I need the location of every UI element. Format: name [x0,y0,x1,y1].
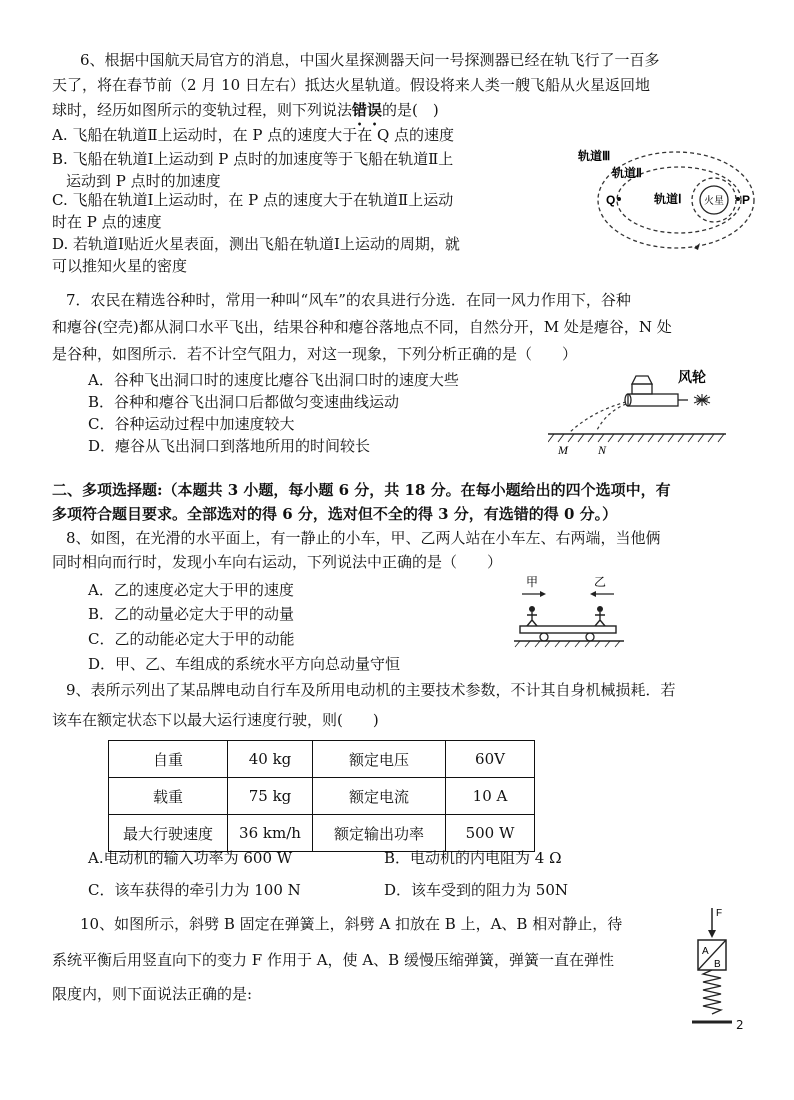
q10-label-a: A [702,946,709,957]
q7-label-m: M [558,443,568,457]
table-cell: 10 A [446,778,535,815]
q10-stem-line3: 限度内，则下面说法正确的是: [52,985,253,1003]
q6-label-q: Q [606,193,616,207]
q7-stem-line1: 7．农民在精选谷种时，常用一种叫“风车”的农具进行分选．在同一风力作用下，谷种 [66,291,631,309]
q9-option-a: A.电动机的输入功率为 600 W [88,849,293,867]
q8-cart-figure [514,574,630,660]
table-cell: 额定输出功率 [313,815,446,852]
page-number: 2 [736,1018,744,1032]
q6-option-c-line2: 时在 P 点的速度 [52,213,162,231]
q6-label-p: P [742,193,751,207]
table-cell: 自重 [109,741,228,778]
q7-label-wheel: 风轮 [678,369,706,385]
section2-header-line2: 多项符合题目要求。全部选对的得 6 分，选对但不全的得 3 分，有选错的得 0 分。） [52,505,618,523]
q9-stem-line2: 该车在额定状态下以最大运行速度行驶，则( ) [52,711,379,729]
q9-stem-line1: 9、表所示列出了某品牌电动自行车及所用电动机的主要技术参数，不计其自身机械损耗．若 [66,681,676,699]
table-cell: 500 W [446,815,535,852]
q6-option-b-line2: 运动到 P 点时的加速度 [66,172,221,190]
q6-label-orbit2: 轨道Ⅱ [612,166,642,180]
q6-option-d-line1: D. 若轨道Ⅰ贴近火星表面，测出飞船在轨道Ⅰ上运动的周期，就 [52,235,460,253]
table-cell: 40 kg [228,741,313,778]
q8-label-yi: 乙 [594,575,607,589]
q8-option-a: A．乙的速度必定大于甲的速度 [88,581,294,599]
q9-spec-table [108,740,535,852]
q10-label-f: F [716,908,723,919]
q6-stem-line2: 天了，将在春节前（2 月 10 日左右）抵达火星轨道。假设将来人类一艘飞船从火星返回地 [52,76,650,94]
table-cell: 36 km/h [228,815,313,852]
q10-stem-line1: 10、如图所示，斜劈 B 固定在弹簧上，斜劈 A 扣放在 B 上，A、B 相对静止，待 [80,915,623,933]
q6-label-mars: 火星 [704,196,724,207]
table-cell: 60V [446,741,535,778]
table-row [109,815,535,852]
q9-option-b: B．电动机的内电阻为 4 Ω [384,849,562,867]
q7-winnower-figure [548,366,728,458]
q10-stem-line2: 系统平衡后用竖直向下的变力 F 作用于 A，使 A、B 缓慢压缩弹簧，弹簧一直在弹性 [52,951,614,969]
q6-stem-line3-c: 的是( ) [382,101,439,119]
q6-stem-line1: 6、根据中国航天局官方的消息，中国火星探测器天问一号探测器已经在轨飞行了一百多 [80,51,660,69]
q8-stem-line1: 8、如图，在光滑的水平面上，有一静止的小车，甲、乙两人站在小车左、右两端，当他俩 [66,529,661,547]
q6-option-a: A. 飞船在轨道Ⅱ上运动时，在 P 点的速度大于在 Q 点的速度 [52,126,455,144]
table-cell: 额定电压 [313,741,446,778]
table-cell: 额定电流 [313,778,446,815]
q7-option-b: B．谷种和瘪谷飞出洞口后都做匀变速曲线运动 [88,393,400,411]
q8-label-jia: 甲 [526,575,539,589]
q7-stem-line2: 和瘪谷(空壳)都从洞口水平飞出，结果谷种和瘪谷落地点不同，自然分开，M 处是瘪谷，N 处 [52,318,672,336]
q6-option-b-line1: B. 飞船在轨道Ⅰ上运动到 P 点时的加速度等于飞船在轨道Ⅱ上 [52,150,454,168]
q8-stem-line2: 同时相向而行时，发现小车向右运动，下列说法中正确的是（ ） [52,553,503,571]
q7-stem-line3: 是谷种，如图所示．若不计空气阻力，对这一现象，下列分析正确的是（ ） [52,345,578,363]
q7-option-c: C．谷种运动过程中加速度较大 [88,415,295,433]
table-cell: 75 kg [228,778,313,815]
q6-option-d-line2: 可以推知火星的密度 [52,257,188,275]
table-cell: 最大行驶速度 [109,815,228,852]
q7-option-a: A．谷种飞出洞口时的速度比瘪谷飞出洞口时的速度大些 [88,371,459,389]
table-row [109,741,535,778]
q6-orbit-figure [576,146,756,256]
q9-option-c: C．该车获得的牵引力为 100 N [88,881,301,899]
q7-label-n: N [598,443,607,457]
section2-header-line1: 二、多项选择题:（本题共 3 小题，每小题 6 分，共 18 分。在每小题给出的四个选项中，有 [52,481,671,499]
table-row [109,778,535,815]
q8-option-c: C．乙的动能必定大于甲的动能 [88,630,295,648]
q6-stem-line3-a: 球时，经历如图所示的变轨过程，则下列说法 [52,101,353,119]
q10-spring-wedge-figure [690,904,734,1028]
q6-label-orbit3: 轨道Ⅲ [578,149,611,163]
q6-label-orbit1: 轨道Ⅰ [654,192,682,206]
q7-option-d: D．瘪谷从飞出洞口到落地所用的时间较长 [88,437,371,455]
q6-option-c-line1: C. 飞船在轨道Ⅰ上运动时，在 P 点的速度大于在轨道Ⅱ上运动 [52,191,454,209]
q8-option-b: B．乙的动量必定大于甲的动量 [88,605,295,623]
q8-option-d: D．甲、乙、车组成的系统水平方向总动量守恒 [88,655,401,673]
q6-emphasis-wrong: 错误 [352,101,383,119]
q10-label-b: B [714,959,721,970]
table-cell: 载重 [109,778,228,815]
q9-option-d: D．该车受到的阻力为 50N [384,881,569,899]
